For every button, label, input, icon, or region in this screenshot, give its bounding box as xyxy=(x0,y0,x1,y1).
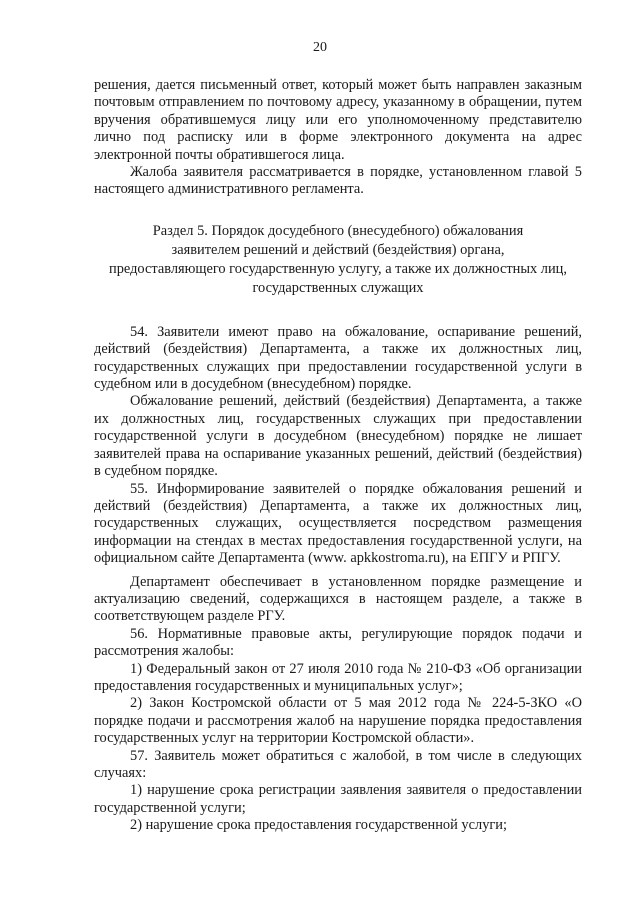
section-heading-line: Раздел 5. Порядок досудебного (внесудебного) обжалования xyxy=(152,222,524,239)
paragraph-55-department: Департамент обеспечивает в установленном порядке размещение и актуализацию сведений, содержащихся в настоящем разделе, а также в соответствующем разделе РГУ. xyxy=(94,573,582,625)
paragraph-56: 56. Нормативные правовые акты, регулирующие порядок подачи и рассмотрения жалобы: xyxy=(94,625,582,660)
paragraph-56-item-1: 1) Федеральный закон от 27 июля 2010 года № 210-ФЗ «Об организации предоставления государственных и муниципальных услуг»; xyxy=(94,660,582,694)
paragraph-complaint-procedure: Жалоба заявителя рассматривается в порядке, установленном главой 5 настоящего административного регламента. xyxy=(94,164,582,198)
paragraph-56-item-2: 2) Закон Костромской области от 5 мая 2012 года № 224-5-ЗКО «О порядке подачи и рассмотрения жалоб на нарушение порядка предоставления государственных услуг на территории Костромской области». xyxy=(94,695,582,747)
page-number: 20 xyxy=(313,40,327,55)
paragraph-57-item-2: 2) нарушение срока предоставления государственной услуги; xyxy=(130,817,507,834)
section-heading-line: предоставляющего государственную услугу, а также их должностных лиц, xyxy=(109,260,567,277)
section-heading-line: заявителем решений и действий (бездействия) органа, xyxy=(171,241,505,258)
paragraph-54: 54. Заявители имеют право на обжалование, оспаривание решений, действий (бездействия) Департамента, а также их должностных лиц, государственных служащих при предоставлении государственной услуги в судебном или в досудебном (внесудебном) порядке. xyxy=(94,323,582,393)
document-body xyxy=(94,77,582,835)
paragraph-continuation: решения, дается письменный ответ, который может быть направлен заказным почтовым отправлением по почтовому адресу, указанному в обращении, путем вручения обратившемуся лицу или его уполномоченному представителю лично под расписку или в форме электронного документа на адрес электронной почты обратившегося лица. xyxy=(94,77,582,163)
paragraph-57-item-1: 1) нарушение срока регистрации заявления заявителя о предоставлении государственной услуги; xyxy=(94,782,582,816)
section-heading-line: государственных служащих xyxy=(252,279,424,296)
paragraph-57: 57. Заявитель может обратиться с жалобой, в том числе в следующих случаях: xyxy=(94,747,582,781)
paragraph-54-appeal: Обжалование решений, действий (бездействия) Департамента, а также их должностных лиц, государственных служащих при предоставлении государственной услуги в досудебном (внесудебном) порядке не лишает заявителей права на оспаривание указанных решений, действий (бездействия) в судебном порядке. xyxy=(94,393,582,480)
paragraph-55: 55. Информирование заявителей о порядке обжалования решений и действий (бездействия) Департамента, а также их должностных лиц, государственных служащих, осуществляется посредством размещения информации на стендах в местах предоставления государственной услуги, на официальном сайте Департамента (www. apkkostroma.ru), на ЕПГУ и РПГУ. xyxy=(94,480,582,567)
section-heading xyxy=(94,222,582,298)
